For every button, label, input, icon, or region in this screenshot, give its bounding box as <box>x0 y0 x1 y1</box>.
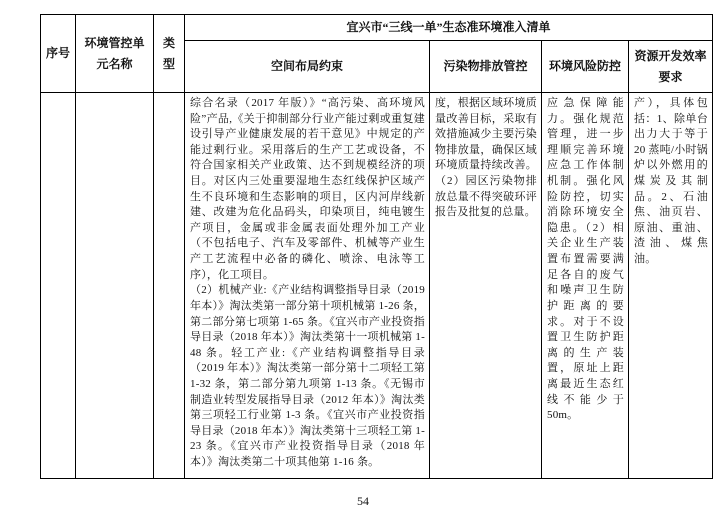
page-number: 54 <box>357 494 369 508</box>
cell-pollutant-control: 度，根据区域环境质量改善目标，采取有效措施减少主要污染物排放量，确保区域环境质量持续改善。（2）园区污染物排放总量不得突破环评报告及批复的总量。 <box>430 93 542 479</box>
header-type: 类型 <box>154 15 185 93</box>
header-serial-number: 序号 <box>41 15 76 93</box>
cell-risk-prevention: 应急保障能力。强化规范管理，进一步理顺完善环境应急工作体制机制。强化风险防控，切实消除环境安全隐患。（2）相关企业生产装置布置需要满足各自的废气和噪声卫生防护距离的要求。对于不设置卫生防护距离的生产装置，原址上距离最近生态红线不能少于 50m。 <box>542 93 629 479</box>
cell-type <box>154 93 185 479</box>
access-list-table <box>40 14 713 479</box>
spatial-paragraph-2: （2）机械产业:《产业结构调整指导目录（2019 年本）》淘汰类第一部分第十项机械第 1-26 条，第二部分第七项第 1-65 条。《宜兴市产业投资指导目录（2018 年本）》淘汰类第十一项机械第 1-48 条。轻工产业:《产业结构调整指导目录（2019 年本）》淘汰类第一部分第十二项轻工第 1-32 条，第二部分第九项第 1-13 条。《无锡市制造业转型发展指导目录（2012 年本）》淘汰类第三项轻工行业第 1-3 条。《宜兴市产业投资指导目录（2018 年本）》淘汰类第十三项轻工第 1-23 条。《宜兴市产业投资指导目录（2018 年本）》淘汰类第二十项其他第 1-16 条。 <box>190 284 425 469</box>
cell-resource-efficiency: 产），具体包括：1、除单台出力大于等于 20 蒸吨/小时锅炉以外燃用的煤炭及其制品。2、石油焦、油页岩、原油、重油、渣油、煤焦油。 <box>629 93 713 479</box>
header-spatial-layout: 空间布局约束 <box>185 41 430 93</box>
header-control-unit-name: 环境管控单元名称 <box>76 15 154 93</box>
header-risk-prevention: 环境风险防控 <box>542 41 629 93</box>
cell-spatial-layout <box>185 93 430 479</box>
table-title: 宜兴市“三线一单”生态准环境准入清单 <box>185 15 713 41</box>
cell-control-unit-name <box>76 93 154 479</box>
table-data-row <box>41 93 713 479</box>
spatial-paragraph-1: 综合名录（2017 年版）》“高污染、高环境风险”产品,《关于抑制部分行业产能过剩或重复建设引导产业健康发展的若干意见》中规定的产能过剩行业。采用落后的生产工艺或设备，不符合国家相关产业政策、达不到规模经济的项目。对区内三处重要湿地生态红线保护区域产生不良环境和生态影响的项目，区内河岸线新建、改建为危化品码头，印染项目，纯电镀生产项目，金属或非金属表面处理外加工产业（不包括电子、汽车及零部件、机械等产业生产工艺流程中必备的磷化、喷涂、电泳等工序），化工项目。 <box>190 97 425 281</box>
header-pollutant-control: 污染物排放管控 <box>430 41 542 93</box>
cell-serial-number <box>41 93 76 479</box>
table-header-row-title <box>41 15 713 41</box>
header-resource-efficiency: 资源开发效率要求 <box>629 41 713 93</box>
